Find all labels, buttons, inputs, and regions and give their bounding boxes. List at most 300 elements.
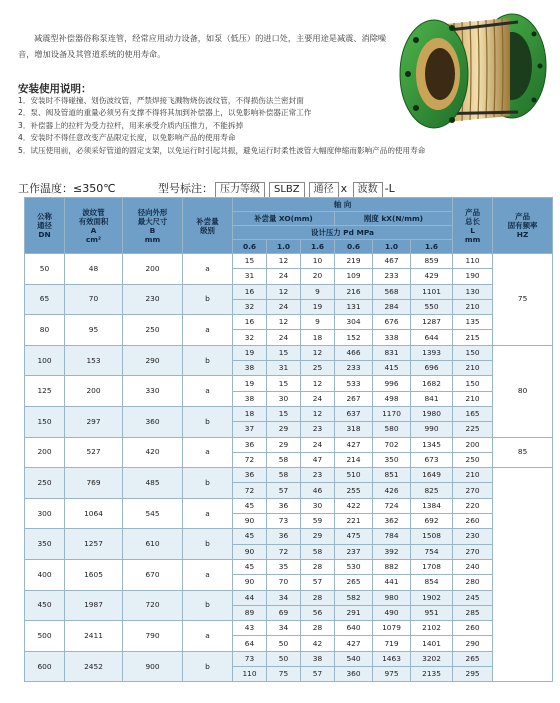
compensation-cell: 59	[301, 514, 335, 529]
stiffness-cell: 580	[373, 422, 411, 437]
compensation-cell: 19	[301, 299, 335, 314]
dn-cell: 450	[25, 590, 65, 621]
compensation-cell: 12	[267, 284, 301, 299]
model-label: 型号标注：	[158, 182, 213, 195]
dn-cell: 600	[25, 651, 65, 682]
level-cell: b	[183, 345, 233, 376]
stiffness-cell: 550	[411, 299, 453, 314]
compensation-cell: 30	[301, 498, 335, 513]
stiffness-cell: 265	[335, 575, 373, 590]
level-cell: b	[183, 529, 233, 560]
compensation-cell: 58	[267, 452, 301, 467]
stiffness-cell: 1170	[373, 406, 411, 421]
compensation-cell: 15	[267, 376, 301, 391]
model-part-suffix: -L	[384, 182, 395, 195]
stiffness-cell: 109	[335, 269, 373, 284]
outer-dimension-cell: 250	[123, 315, 183, 346]
outer-dimension-cell: 900	[123, 651, 183, 682]
dn-cell: 300	[25, 498, 65, 529]
outer-dimension-cell: 420	[123, 437, 183, 468]
compensation-cell: 90	[233, 544, 267, 559]
area-cell: 769	[65, 468, 123, 499]
stiffness-cell: 237	[335, 544, 373, 559]
compensation-cell: 72	[233, 452, 267, 467]
compensation-cell: 31	[267, 361, 301, 376]
stiffness-cell: 441	[373, 575, 411, 590]
stiffness-cell: 350	[373, 452, 411, 467]
stiffness-cell: 754	[411, 544, 453, 559]
stiffness-cell: 1384	[411, 498, 453, 513]
header-dn: 公称 通径 DN	[25, 198, 65, 254]
outer-dimension-cell: 610	[123, 529, 183, 560]
stiffness-cell: 673	[411, 452, 453, 467]
compensation-cell: 45	[233, 529, 267, 544]
dn-cell: 500	[25, 621, 65, 652]
length-cell: 110	[453, 254, 493, 269]
dn-cell: 350	[25, 529, 65, 560]
compensation-cell: 110	[233, 667, 267, 682]
level-cell: a	[183, 254, 233, 285]
intro-text	[18, 30, 388, 62]
length-cell: 210	[453, 299, 493, 314]
length-cell: 280	[453, 575, 493, 590]
stiffness-cell: 724	[373, 498, 411, 513]
compensation-cell: 29	[301, 529, 335, 544]
compensation-cell: 69	[267, 605, 301, 620]
length-cell: 270	[453, 544, 493, 559]
area-cell: 200	[65, 376, 123, 407]
stiffness-cell: 214	[335, 452, 373, 467]
area-cell: 2411	[65, 621, 123, 652]
stiffness-cell: 540	[335, 651, 373, 666]
temp-label: 工作温度：	[18, 182, 73, 195]
area-cell: 1257	[65, 529, 123, 560]
length-cell: 210	[453, 361, 493, 376]
compensation-cell: 28	[301, 559, 335, 574]
compensation-cell: 72	[267, 544, 301, 559]
compensation-cell: 24	[301, 391, 335, 406]
compensation-cell: 72	[233, 483, 267, 498]
compensation-cell: 90	[233, 514, 267, 529]
stiffness-cell: 490	[373, 605, 411, 620]
compensation-cell: 57	[267, 483, 301, 498]
length-cell: 240	[453, 559, 493, 574]
compensation-cell: 24	[301, 437, 335, 452]
stiffness-cell: 362	[373, 514, 411, 529]
intro-paragraph: 减震型补偿器俗称泵连管，经常应用动力设备，如泵（低压）的进口处，主要用途是减震、消除噪音，增加设备及其管道系统的使用寿命。	[18, 33, 387, 59]
compensation-cell: 19	[233, 345, 267, 360]
table-row	[25, 437, 553, 452]
stiffness-cell: 255	[335, 483, 373, 498]
length-cell: 220	[453, 498, 493, 513]
model-part-x: x	[340, 182, 348, 195]
model-part-waves: 波数	[353, 182, 383, 198]
level-cell: a	[183, 376, 233, 407]
level-cell: a	[183, 621, 233, 652]
compensation-cell: 45	[233, 498, 267, 513]
compensation-cell: 57	[301, 575, 335, 590]
table-row	[25, 621, 553, 636]
compensation-cell: 89	[233, 605, 267, 620]
stiffness-cell: 233	[335, 361, 373, 376]
outer-dimension-cell: 290	[123, 345, 183, 376]
stiffness-cell: 427	[335, 437, 373, 452]
stiffness-cell: 702	[373, 437, 411, 452]
dn-cell: 125	[25, 376, 65, 407]
area-cell: 1987	[65, 590, 123, 621]
length-cell: 210	[453, 468, 493, 483]
stiffness-cell: 882	[373, 559, 411, 574]
stiffness-cell: 498	[373, 391, 411, 406]
outer-dimension-cell: 720	[123, 590, 183, 621]
level-cell: a	[183, 437, 233, 468]
frequency-cell: 80	[493, 345, 553, 437]
header-compensation: 补尝量 XO(mm)	[233, 212, 335, 226]
length-cell: 150	[453, 376, 493, 391]
compensation-cell: 42	[301, 636, 335, 651]
compensation-cell: 31	[233, 269, 267, 284]
stiffness-cell: 825	[411, 483, 453, 498]
stiffness-cell: 851	[373, 468, 411, 483]
stiffness-cell: 466	[335, 345, 373, 360]
compensation-cell: 29	[267, 437, 301, 452]
header-pressure: 设计压力 Pd MPa	[233, 226, 453, 240]
length-cell: 135	[453, 315, 493, 330]
stiffness-cell: 219	[335, 254, 373, 269]
dn-cell: 250	[25, 468, 65, 499]
header-p-stiff-10: 1.0	[373, 240, 411, 254]
compensation-cell: 15	[267, 406, 301, 421]
compensation-cell: 30	[267, 391, 301, 406]
compensation-cell: 58	[267, 468, 301, 483]
table-row	[25, 651, 553, 666]
dn-cell: 65	[25, 284, 65, 315]
stiffness-cell: 427	[335, 636, 373, 651]
stiffness-cell: 975	[373, 667, 411, 682]
spec-line	[18, 180, 548, 198]
stiffness-cell: 951	[411, 605, 453, 620]
stiffness-cell: 216	[335, 284, 373, 299]
length-cell: 230	[453, 529, 493, 544]
compensation-cell: 32	[233, 299, 267, 314]
level-cell: b	[183, 651, 233, 682]
model-part-dn: 通径	[309, 182, 339, 198]
area-cell: 1064	[65, 498, 123, 529]
compensation-cell: 28	[301, 621, 335, 636]
compensation-cell: 36	[267, 529, 301, 544]
temp-value: ≤350℃	[73, 182, 116, 195]
length-cell: 295	[453, 667, 493, 682]
compensation-cell: 46	[301, 483, 335, 498]
stiffness-cell: 831	[373, 345, 411, 360]
table-row	[25, 254, 553, 269]
frequency-cell: 75	[493, 254, 553, 346]
dn-cell: 80	[25, 315, 65, 346]
stiffness-cell: 415	[373, 361, 411, 376]
compensation-cell: 50	[267, 651, 301, 666]
stiffness-cell: 3202	[411, 651, 453, 666]
outer-dimension-cell: 200	[123, 254, 183, 285]
stiffness-cell: 637	[335, 406, 373, 421]
length-cell: 165	[453, 406, 493, 421]
stiffness-cell: 510	[335, 468, 373, 483]
installation-item: 3．补偿器上的拉杆为受力拉杆，用来承受介质内压推力，不能拆掉	[18, 120, 244, 130]
stiffness-cell: 676	[373, 315, 411, 330]
stiffness-cell: 1708	[411, 559, 453, 574]
stiffness-cell: 233	[373, 269, 411, 284]
area-cell: 48	[65, 254, 123, 285]
compensation-cell: 12	[267, 254, 301, 269]
length-cell: 260	[453, 621, 493, 636]
compensation-cell: 44	[233, 590, 267, 605]
table-row	[25, 468, 553, 483]
header-area: 波纹管 有效面积 A cm²	[65, 198, 123, 254]
stiffness-cell: 475	[335, 529, 373, 544]
dn-cell: 400	[25, 559, 65, 590]
stiffness-cell: 304	[335, 315, 373, 330]
stiffness-cell: 360	[335, 667, 373, 682]
compensation-cell: 70	[267, 575, 301, 590]
compensation-cell: 24	[267, 330, 301, 345]
stiffness-cell: 1649	[411, 468, 453, 483]
stiffness-cell: 568	[373, 284, 411, 299]
header-p-comp-06: 0.6	[233, 240, 267, 254]
installation-item: 5．试压使用前，必须采好管道的固定支架，以免运行时引起共振，避免运行时柔性波管大幅度伸缩而影响产品的使用寿命	[18, 145, 426, 155]
stiffness-cell: 426	[373, 483, 411, 498]
table-row	[25, 406, 553, 421]
compensation-cell: 24	[267, 299, 301, 314]
stiffness-cell: 784	[373, 529, 411, 544]
header-stiffness: 刚度 kX(N/mm)	[335, 212, 453, 226]
header-p-stiff-16: 1.6	[411, 240, 453, 254]
installation-item: 2．泵、阀及管道的重量必须另有支撑不得将其加到补偿器上，以免影响补偿器正常工作	[18, 108, 312, 118]
outer-dimension-cell: 360	[123, 406, 183, 437]
compensation-cell: 12	[301, 406, 335, 421]
stiffness-cell: 1393	[411, 345, 453, 360]
table-row	[25, 590, 553, 605]
model-part-code: SLBZ	[269, 182, 305, 198]
compensation-cell: 16	[233, 315, 267, 330]
compensation-cell: 15	[233, 254, 267, 269]
compensation-cell: 73	[233, 651, 267, 666]
compensation-cell: 73	[267, 514, 301, 529]
length-cell: 270	[453, 483, 493, 498]
installation-list	[18, 95, 548, 157]
stiffness-cell: 530	[335, 559, 373, 574]
header-length: 产品 总长 L mm	[453, 198, 493, 254]
area-cell: 2452	[65, 651, 123, 682]
header-p-comp-16: 1.6	[301, 240, 335, 254]
area-cell: 153	[65, 345, 123, 376]
stiffness-cell: 318	[335, 422, 373, 437]
stiffness-cell: 719	[373, 636, 411, 651]
dn-cell: 100	[25, 345, 65, 376]
outer-dimension-cell: 545	[123, 498, 183, 529]
installation-item: 1．安装时不得碰撞、划伤波纹管，严禁焊接飞溅物烧伤波纹管，不得损伤法兰密封面	[18, 96, 304, 105]
stiffness-cell: 392	[373, 544, 411, 559]
header-axial: 轴 向	[233, 198, 453, 212]
stiffness-cell: 1345	[411, 437, 453, 452]
stiffness-cell: 996	[373, 376, 411, 391]
compensation-cell: 90	[233, 575, 267, 590]
compensation-cell: 18	[233, 406, 267, 421]
stiffness-cell: 131	[335, 299, 373, 314]
compensation-cell: 38	[301, 651, 335, 666]
table-header	[25, 198, 553, 254]
stiffness-cell: 284	[373, 299, 411, 314]
compensation-cell: 15	[267, 345, 301, 360]
stiffness-cell: 221	[335, 514, 373, 529]
table-row	[25, 345, 553, 360]
table-body	[25, 254, 553, 682]
model-part-pressure: 压力等级	[215, 182, 265, 198]
header-p-comp-10: 1.0	[267, 240, 301, 254]
compensation-cell: 57	[301, 667, 335, 682]
table-row	[25, 559, 553, 574]
length-cell: 225	[453, 422, 493, 437]
stiffness-cell: 2135	[411, 667, 453, 682]
installation-title: 安装使用说明：	[18, 83, 92, 95]
area-cell: 1605	[65, 559, 123, 590]
compensation-cell: 9	[301, 284, 335, 299]
area-cell: 95	[65, 315, 123, 346]
compensation-cell: 38	[233, 391, 267, 406]
stiffness-cell: 1463	[373, 651, 411, 666]
length-cell: 190	[453, 269, 493, 284]
compensation-cell: 38	[233, 361, 267, 376]
stiffness-cell: 267	[335, 391, 373, 406]
stiffness-cell: 2102	[411, 621, 453, 636]
length-cell: 250	[453, 452, 493, 467]
stiffness-cell: 1980	[411, 406, 453, 421]
dn-cell: 150	[25, 406, 65, 437]
compensation-cell: 12	[301, 345, 335, 360]
compensation-cell: 50	[267, 636, 301, 651]
compensation-cell: 36	[233, 437, 267, 452]
outer-dimension-cell: 670	[123, 559, 183, 590]
compensation-cell: 12	[267, 315, 301, 330]
compensation-cell: 23	[301, 422, 335, 437]
table-row	[25, 529, 553, 544]
compensation-cell: 36	[267, 498, 301, 513]
stiffness-cell: 696	[411, 361, 453, 376]
area-cell: 297	[65, 406, 123, 437]
frequency-cell: 85	[493, 437, 553, 468]
outer-dimension-cell: 330	[123, 376, 183, 407]
outer-dimension-cell: 230	[123, 284, 183, 315]
compensation-cell: 35	[267, 559, 301, 574]
stiffness-cell: 582	[335, 590, 373, 605]
stiffness-cell: 429	[411, 269, 453, 284]
length-cell: 285	[453, 605, 493, 620]
stiffness-cell: 533	[335, 376, 373, 391]
length-cell: 290	[453, 636, 493, 651]
stiffness-cell: 854	[411, 575, 453, 590]
compensation-cell: 29	[267, 422, 301, 437]
table-row	[25, 284, 553, 299]
compensation-cell: 24	[267, 269, 301, 284]
outer-dimension-cell: 485	[123, 468, 183, 499]
area-cell: 70	[65, 284, 123, 315]
length-cell: 210	[453, 391, 493, 406]
compensation-cell: 47	[301, 452, 335, 467]
stiffness-cell: 640	[335, 621, 373, 636]
compensation-cell: 18	[301, 330, 335, 345]
area-cell: 527	[65, 437, 123, 468]
level-cell: b	[183, 284, 233, 315]
stiffness-cell: 644	[411, 330, 453, 345]
stiffness-cell: 422	[335, 498, 373, 513]
stiffness-cell: 1682	[411, 376, 453, 391]
length-cell: 130	[453, 284, 493, 299]
compensation-cell: 25	[301, 361, 335, 376]
length-cell: 260	[453, 514, 493, 529]
compensation-cell: 36	[233, 468, 267, 483]
level-cell: a	[183, 315, 233, 346]
length-cell: 200	[453, 437, 493, 452]
compensation-cell: 45	[233, 559, 267, 574]
stiffness-cell: 467	[373, 254, 411, 269]
installation-item: 4．安装时不得任意改变产品限定长度，以免影响产品的使用寿命	[18, 133, 236, 143]
stiffness-cell: 692	[411, 514, 453, 529]
stiffness-cell: 1401	[411, 636, 453, 651]
header-p-stiff-06: 0.6	[335, 240, 373, 254]
compensation-cell: 75	[267, 667, 301, 682]
compensation-cell: 12	[301, 376, 335, 391]
stiffness-cell: 859	[411, 254, 453, 269]
level-cell: a	[183, 559, 233, 590]
stiffness-cell: 980	[373, 590, 411, 605]
compensation-cell: 19	[233, 376, 267, 391]
compensation-cell: 28	[301, 590, 335, 605]
compensation-cell: 9	[301, 315, 335, 330]
table-row	[25, 315, 553, 330]
header-frequency: 产品 固有频率 HZ	[493, 198, 553, 254]
table-row	[25, 498, 553, 513]
spec-table	[24, 197, 553, 682]
compensation-cell: 34	[267, 590, 301, 605]
stiffness-cell: 152	[335, 330, 373, 345]
length-cell: 265	[453, 651, 493, 666]
compensation-cell: 10	[301, 254, 335, 269]
dn-cell: 50	[25, 254, 65, 285]
stiffness-cell: 1101	[411, 284, 453, 299]
level-cell: b	[183, 590, 233, 621]
compensation-cell: 16	[233, 284, 267, 299]
level-cell: a	[183, 498, 233, 529]
compensation-cell: 23	[301, 468, 335, 483]
level-cell: b	[183, 406, 233, 437]
compensation-cell: 20	[301, 269, 335, 284]
length-cell: 150	[453, 345, 493, 360]
stiffness-cell: 990	[411, 422, 453, 437]
compensation-cell: 34	[267, 621, 301, 636]
frequency-cell	[493, 468, 553, 682]
compensation-cell: 37	[233, 422, 267, 437]
outer-dimension-cell: 790	[123, 621, 183, 652]
table-row	[25, 376, 553, 391]
length-cell: 245	[453, 590, 493, 605]
compensation-cell: 43	[233, 621, 267, 636]
working-temperature	[18, 180, 158, 196]
compensation-cell: 58	[301, 544, 335, 559]
stiffness-cell: 1287	[411, 315, 453, 330]
compensation-cell: 32	[233, 330, 267, 345]
stiffness-cell: 841	[411, 391, 453, 406]
stiffness-cell: 1902	[411, 590, 453, 605]
dn-cell: 200	[25, 437, 65, 468]
header-compensation-level: 补尝量 级别	[183, 198, 233, 254]
